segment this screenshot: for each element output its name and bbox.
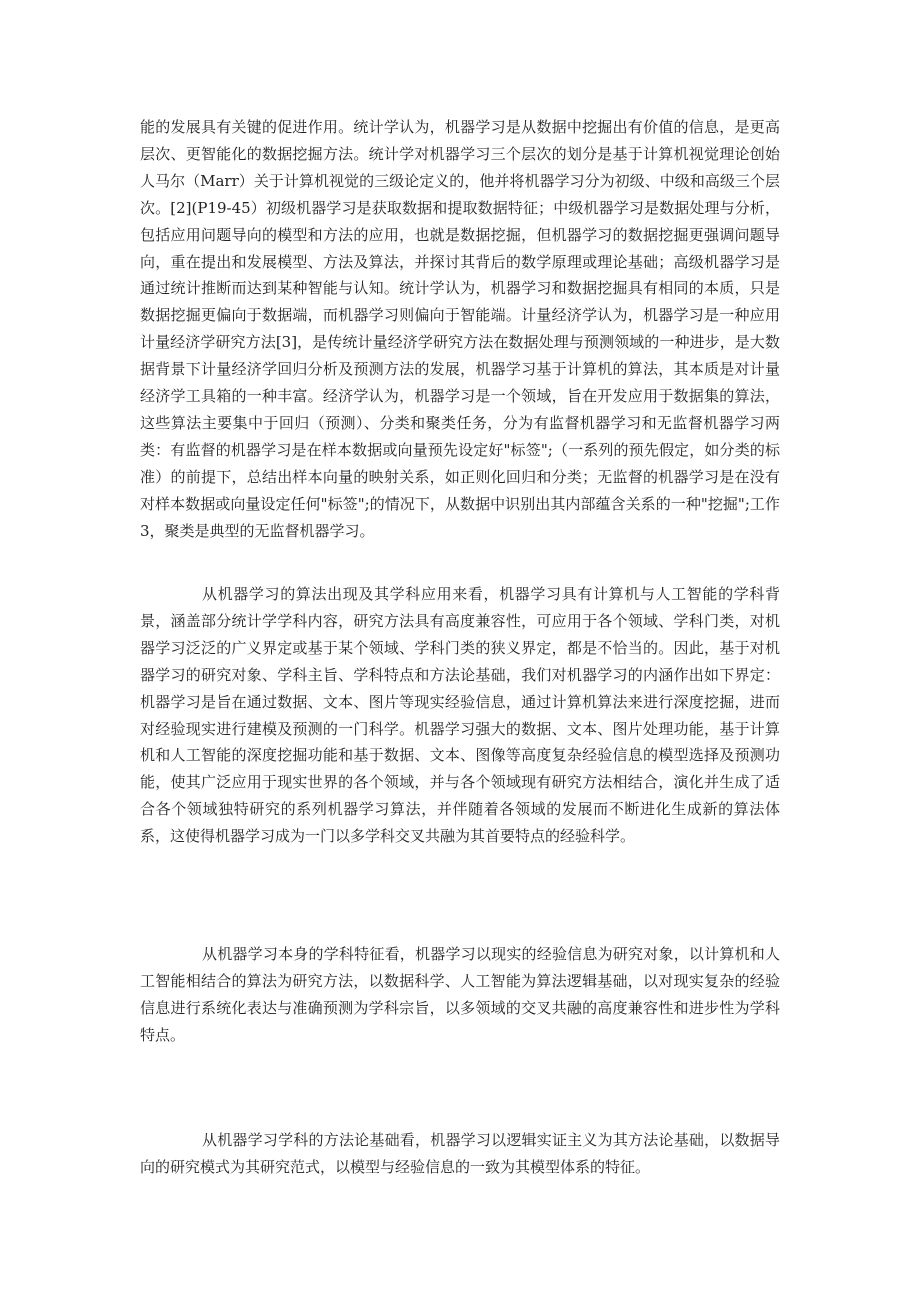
paragraph-4: 从机器学习学科的方法论基础看，机器学习以逻辑实证主义为其方法论基础，以数据导向的研究模式为其研究范式，以模型与经验信息的一致为其模型体系的特征。 xyxy=(140,1131,780,1176)
paragraph-3: 从机器学习本身的学科特征看，机器学习以现实的经验信息为研究对象，以计算机和人工智能相结合的算法为研究方法，以数据科学、人工智能为算法逻辑基础，以对现实复杂的经验信息进行系统化表达与准确预测为学科宗旨，以多领域的交叉共融的高度兼容性和进步性为学科特点。 xyxy=(140,945,780,1044)
paragraph-1: 能的发展具有关键的促进作用。统计学认为，机器学习是从数据中挖掘出有价值的信息，是更高层次、更智能化的数据挖掘方法。统计学对机器学习三个层次的划分是基于计算机视觉理论创始人马尔（Marr）关于计算机视觉的三级论定义的，他并将机器学习分为初级、中级和高级三个层次。[2](P19-45）初级机器学习是获取数据和提取数据特征；中级机器学习是数据处理与分析，包括应用问题导向的模型和方法的应用，也就是数据挖掘，但机器学习的数据挖掘更强调问题导向，重在提出和发展模型、方法及算法，并探讨其背后的数学原理或理论基础；高级机器学习是通过统计推断而达到某种智能与认知。统计学认为，机器学习和数据挖掘具有相同的本质，只是数据挖掘更偏向于数据端，而机器学习则偏向于智能端。计量经济学认为，机器学习是一种应用计量经济学研究方法[3]，是传统计量经济学研究方法在数据处理与预测领域的一种进步，是大数据背景下计量经济学回归分析及预测方法的发展，机器学习基于计算机的算法，其本质是对计量经济学工具箱的一种丰富。经济学认为，机器学习是一个领域，旨在开发应用于数据集的算法，这些算法主要集中于回归（预测）、分类和聚类任务，分为有监督机器学习和无监督机器学习两类：有监督的机器学习是在样本数据或向量预先设定好"标签";（一系列的预先假定，如分类的标准）的前提下，总结出样本向量的映射关系，如正则化回归和分类；无监督的机器学习是在没有对样本数据或向量设定任何"标签";的情况下，从数据中识别出其内部蕴含关系的一种"挖掘";工作 3，聚类是典型的无监督机器学习。 xyxy=(140,118,780,540)
paragraph-2: 从机器学习的算法出现及其学科应用来看，机器学习具有计算机与人工智能的学科背景，涵盖部分统计学学科内容，研究方法具有高度兼容性，可应用于各个领域、学科门类，对机器学习泛泛的广义界定或基于某个领域、学科门类的狭义界定，都是不恰当的。因此，基于对机器学习的研究对象、学科主旨、学科特点和方法论基础，我们对机器学习的内涵作出如下界定：机器学习是旨在通过数据、文本、图片等现实经验信息，通过计算机算法来进行深度挖掘，进而对经验现实进行建模及预测的一门科学。机器学习强大的数据、文本、图片处理功能，基于计算机和人工智能的深度挖掘功能和基于数据、文本、图像等高度复杂经验信息的模型选择及预测功能，使其广泛应用于现实世界的各个领域，并与各个领域现有研究方法相结合，演化并生成了适合各个领域独特研究的系列机器学习算法，并伴随着各领域的发展而不断进化生成新的算法体系，这使得机器学习成为一门以多学科交叉共融为其首要特点的经验科学。 xyxy=(140,585,780,846)
